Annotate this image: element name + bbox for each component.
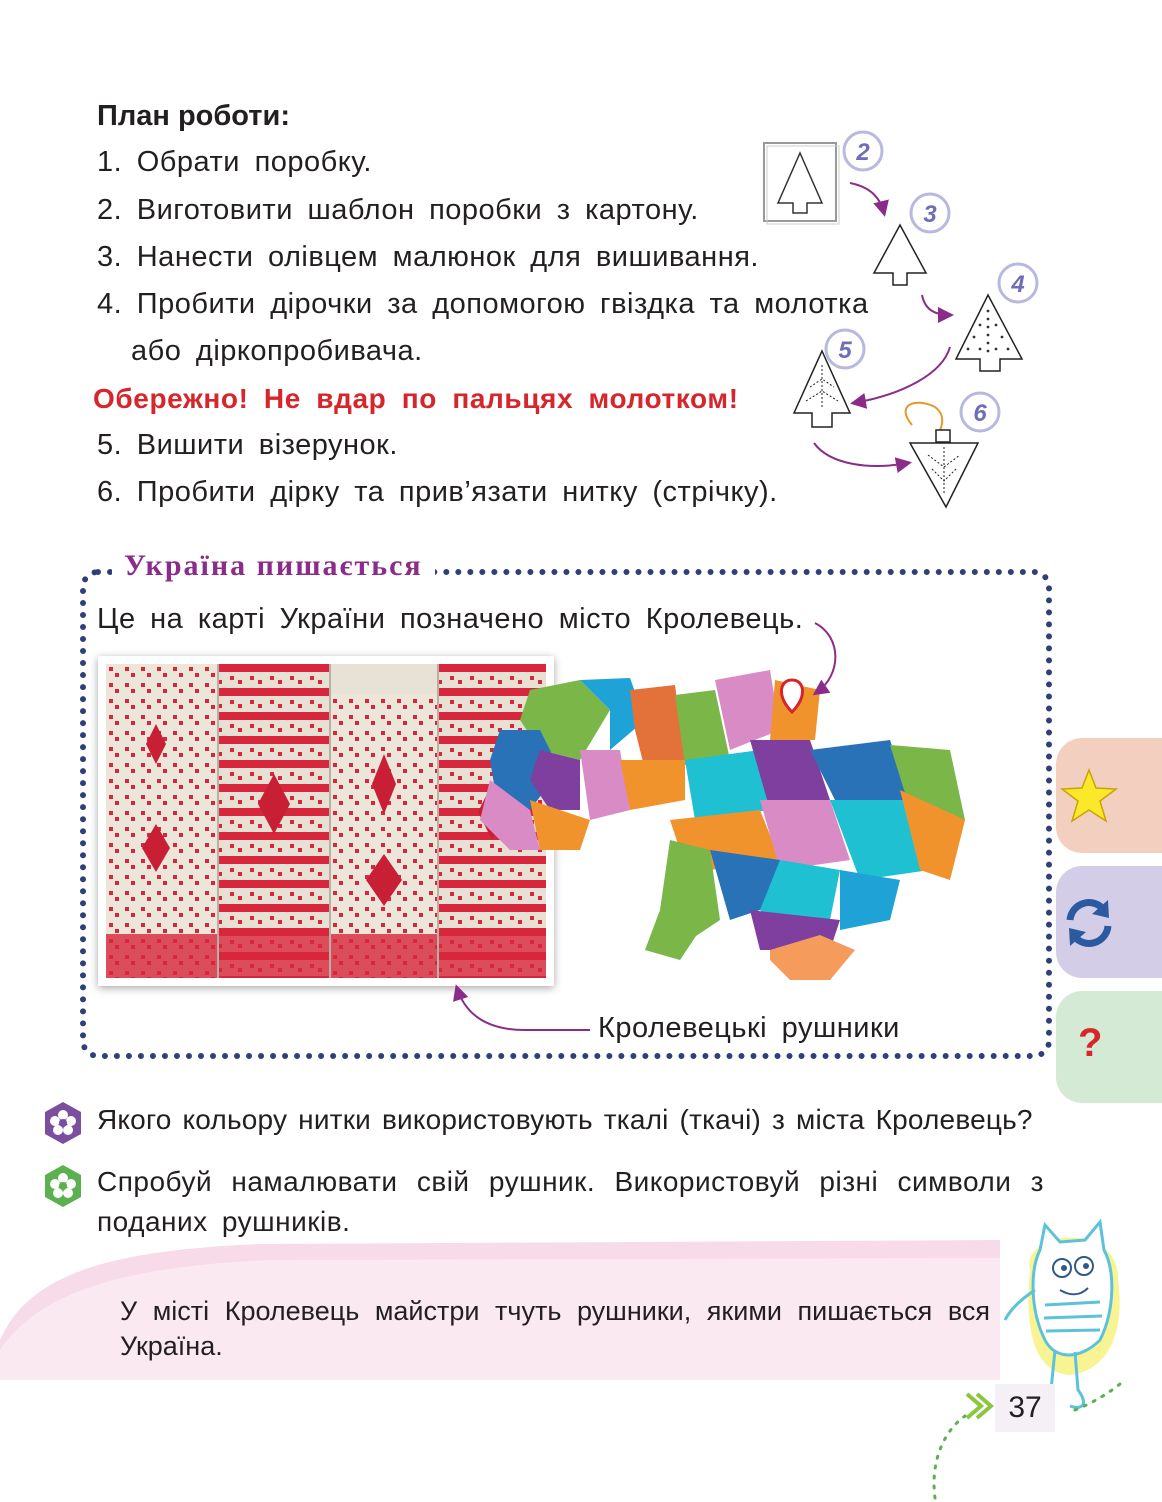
plan-step-5: 5. Вишити візерунок. xyxy=(97,429,398,461)
note-text: У місті Кролевець майстри тчуть рушники, якими пишається вся Україна. xyxy=(120,1296,990,1361)
plan-step-1: 1. Обрати поробку. xyxy=(97,146,372,178)
tree-outline-icon xyxy=(874,225,926,285)
question-2: Спробуй намалювати свій рушник. Використовуй різні символи з xyxy=(97,1166,1044,1197)
chevron-right-icon xyxy=(967,1394,991,1418)
cardboard-template-icon xyxy=(764,143,839,224)
warning-text: Обережно! Не вдар по пальцях молотком! xyxy=(93,383,739,414)
refresh-icon xyxy=(1062,896,1116,950)
step-number-4: 4 xyxy=(1011,271,1025,298)
ukraine-map xyxy=(470,650,975,1000)
plan-step-4-cont: або діркопробивача. xyxy=(131,335,423,367)
star-icon xyxy=(1060,768,1118,824)
plan-step-3: 3. Нанести олівцем малюнок для вишивання. xyxy=(97,241,759,273)
plan-step-2: 2. Виготовити шаблон поробки з картону. xyxy=(97,194,699,226)
craft-steps-diagram xyxy=(750,125,1050,515)
tab-star[interactable] xyxy=(1056,738,1162,853)
flower-green-icon xyxy=(40,1163,86,1209)
tab-refresh[interactable] xyxy=(1056,866,1162,978)
step-number-3: 3 xyxy=(923,201,937,228)
question-1: Якого кольору нитки використовують ткалі (ткачі) з міста Кролевець? xyxy=(97,1104,1033,1135)
section-title: Україна пишається xyxy=(112,549,435,583)
caption-arrow xyxy=(445,978,595,1038)
step-number-5: 5 xyxy=(838,337,852,364)
page-number: 37 xyxy=(995,1384,1055,1432)
step-number-2: 2 xyxy=(856,139,870,166)
map-pointer-arrow xyxy=(780,615,850,705)
question-2-cont: поданих рушників. xyxy=(97,1206,351,1237)
plan-step-6: 6. Пробити дірку та прив’язати нитку (стрічку). xyxy=(97,476,778,508)
tab-question[interactable] xyxy=(1056,991,1162,1103)
tree-holes-icon xyxy=(956,295,1022,371)
plan-step-4: 4. Пробити дірочки за допомогою гвіздка та молотка xyxy=(97,288,869,320)
section-intro: Це на карті України позначено місто Кролевець. xyxy=(97,603,804,635)
plan-title: План роботи: xyxy=(97,100,290,132)
question-icon: ? xyxy=(1078,1021,1103,1065)
step-number-6: 6 xyxy=(973,400,987,427)
photo-caption: Кролевецькі рушники xyxy=(598,1012,900,1044)
flower-purple-icon xyxy=(40,1100,86,1146)
